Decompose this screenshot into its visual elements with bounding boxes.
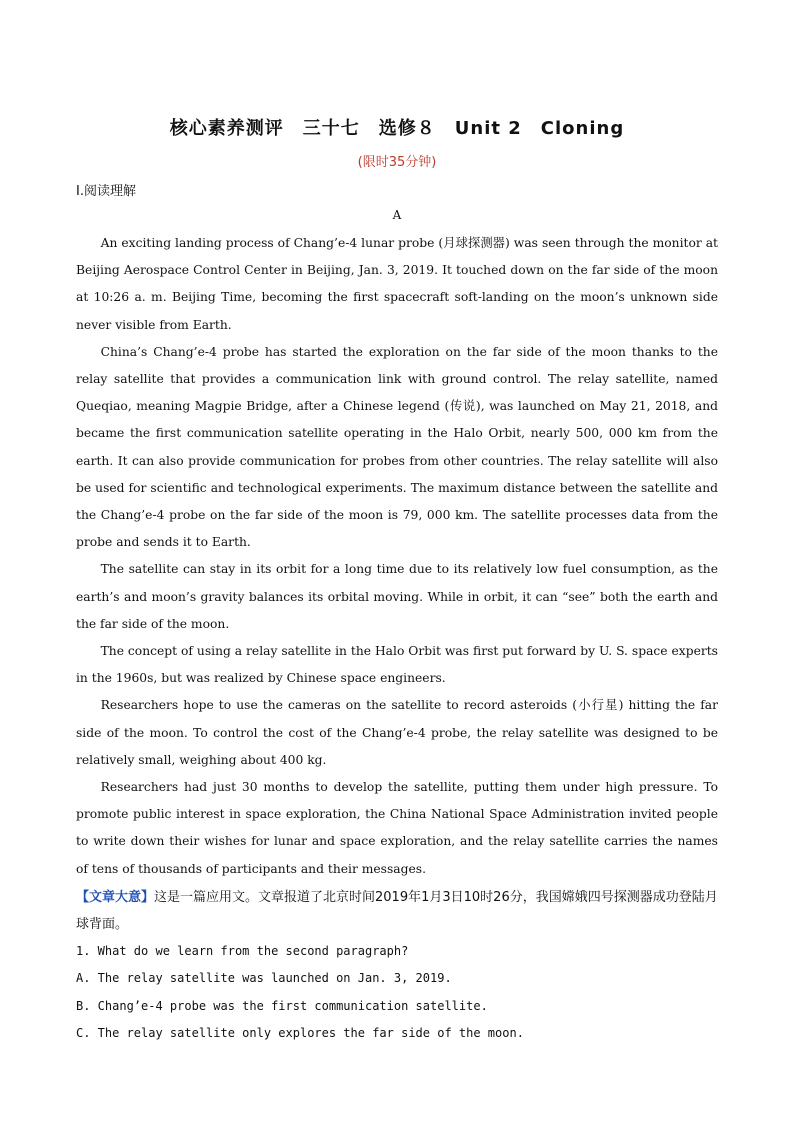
paragraph: Researchers hope to use the cameras on the satellite to record asteroids (小行星) hitting the far side of the moon. To control the cost of the Chang’e-4 probe, the relay satellite was designed to be relatively small, weighing about 400 kg. <box>76 698 718 767</box>
paragraph: An exciting landing process of Chang’e-4 lunar probe (月球探测器) was seen through the monitor at Beijing Aerospace Control Center in Beijing, Jan. 3, 2019. It touched down on the far side of the moon at 10:26 a. m. Beijing Time, becoming the first spacecraft soft-landing on the moon’s unknown side never visible from Earth. <box>76 236 718 332</box>
page-title: 核心素养测评 三十七 选修８ Unit 2 Cloning <box>169 118 625 139</box>
paragraph: Researchers had just 30 months to develop the satellite, putting them under high pressure. To promote public interest in space exploration, the China National Space Administration invited people to write down their wishes for lunar and space exploration, and the relay satellite carries the names of tens of thousands of participants and their messages. <box>76 780 718 876</box>
section-heading: Ⅰ.阅读理解 <box>76 184 136 199</box>
summary-tag: 【文章大意】 <box>76 890 155 905</box>
paragraph: The satellite can stay in its orbit for a long time due to its relatively low fuel consumption, as the earth’s and moon’s gravity balances its orbital moving. While in orbit, it can “see” both the earth and the far side of the moon. <box>76 562 718 631</box>
option-c: C. The relay satellite only explores the far side of the moon. <box>76 1025 524 1040</box>
option-b: B. Chang’e-4 probe was the first communication satellite. <box>76 998 488 1013</box>
option-a: A. The relay satellite was launched on Jan. 3, 2019. <box>76 971 452 986</box>
paragraph: The concept of using a relay satellite in the Halo Orbit was first put forward by U. S. space experts in the 1960s, but was realized by Chinese space engineers. <box>76 644 718 686</box>
question-stem: 1. What do we learn from the second paragraph? <box>76 944 409 958</box>
passage-label: A <box>392 208 402 222</box>
paragraph: China’s Chang’e-4 probe has started the exploration on the far side of the moon thanks to the relay satellite that provides a communication link with ground control. The relay satellite, named Queqiao, meaning Magpie Bridge, after a Chinese legend (传说), was launched on May 21, 2018, and became the first communication satellite operating in the Halo Orbit, nearly 500, 000 km from the earth. It can also provide communication for probes from other countries. The relay satellite will also be used for scientific and technological experiments. The maximum distance between the satellite and the Chang’e-4 probe on the far side of the moon is 79, 000 km. The satellite processes data from the probe and sends it to Earth. <box>76 344 718 550</box>
time-limit: (限时35分钟) <box>357 155 437 170</box>
passage-body <box>76 230 718 883</box>
summary-text: 这是一篇应用文。文章报道了北京时间2019年1月3日10时26分，我国嫦娥四号探测器成功登陆月球背面。 <box>76 890 718 932</box>
article-summary <box>76 884 718 938</box>
question-block <box>76 938 718 1047</box>
